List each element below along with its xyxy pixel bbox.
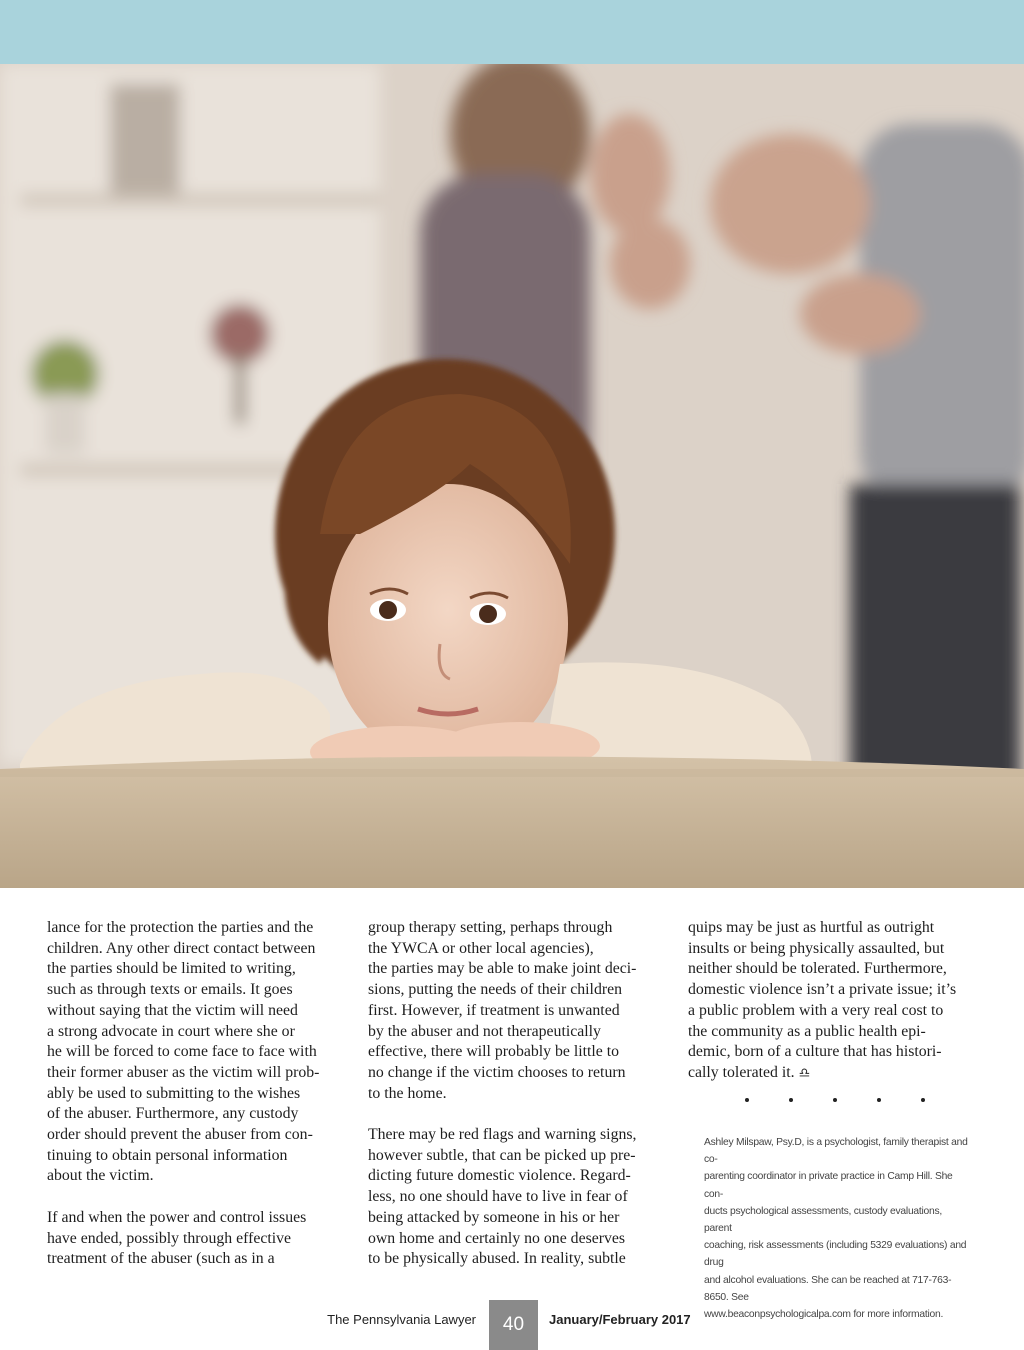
issue-date: January/February 2017 <box>549 1312 691 1327</box>
hero-photo <box>0 64 1024 888</box>
divider-dot <box>833 1098 837 1102</box>
paragraph: If and when the power and control issues have ended, possibly through effective treatment of the abuser (such as in a <box>47 1208 307 1268</box>
paragraph <box>688 918 973 1085</box>
article-column-3 <box>688 918 973 1105</box>
paragraph: There may be red flags and warning signs, however subtle, that can be picked up pre- dicting future domestic violence. Regard- less, no one should have to live in fear of being attacked by someone in his or her own home and certainly no one deserves to be physically abused. In reality, subtle <box>368 1126 637 1268</box>
divider-dot <box>921 1098 925 1102</box>
child-photo-icon <box>0 64 1024 888</box>
article-column-1 <box>47 918 337 1291</box>
divider-dot <box>745 1098 749 1102</box>
paragraph: lance for the protection the parties and the children. Any other direct contact between the parties should be limited to writing, such as through texts or emails. It goes without saying that the victim will need a strong advocate in court where she or he will be forced to come face to face with their former abuser as the victim will prob- ably be used to submitting to the wishes of the abuser. Furthermore, any custody order should prevent the abuser from con- tinuing to obtain personal information about the victim. <box>47 919 320 1185</box>
page-number: 40 <box>489 1300 538 1350</box>
paragraph-text: quips may be just as hurtful as outright insults or being physically assaulted, but neither should be tolerated. Furthermore, domestic violence isn’t a private issue; it’s a public problem with a very real cost to the community as a public health epi- demic, born of a culture that has histori- cally tolerated it. <box>688 919 957 1081</box>
page-footer <box>0 1300 1024 1350</box>
divider-dot <box>789 1098 793 1102</box>
header-band <box>0 0 1024 64</box>
divider-dot <box>877 1098 881 1102</box>
author-bio: Ashley Milspaw, Psy.D, is a psychologist, family therapist and co- parenting coordinator in private practice in Camp Hill. She con- ducts psychological assessments, custody evaluations, parent coaching, risk assessments (including 5329 evaluations) and drug and alcohol evaluations. She can be reached at 717-763-8650. See www.beaconpsychologicalpa.com for more information. <box>704 1137 968 1321</box>
section-divider <box>745 1098 925 1102</box>
paragraph: group therapy setting, perhaps through the YWCA or other local agencies), the parties may be able to make joint deci- sions, putting the needs of their children first. However, if treatment is unwanted by the abuser and not therapeutically effective, there will probably be little to no change if the victim chooses to return to the home. <box>368 919 637 1102</box>
end-mark-icon: ♎ <box>798 1065 811 1081</box>
article-column-2 <box>368 918 658 1291</box>
publication-name: The Pennsylvania Lawyer <box>327 1312 476 1327</box>
